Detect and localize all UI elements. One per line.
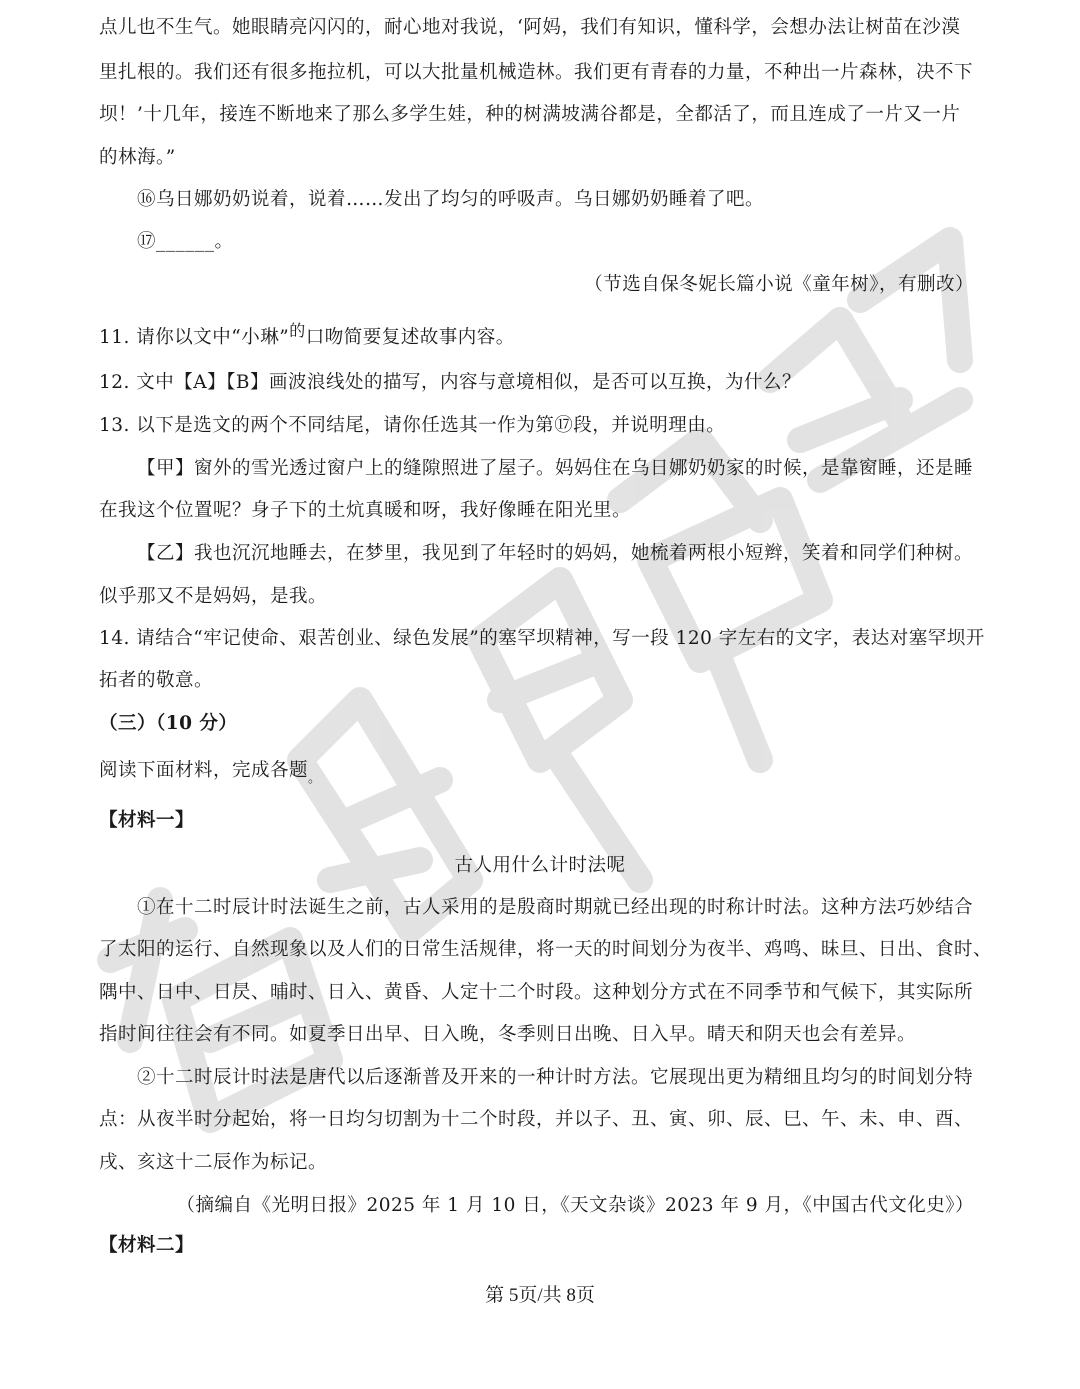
paragraph-line: 在我这个位置呢？身子下的土炕真暖和呀，我好像睡在阳光里。 [99,500,632,521]
material-heading: 【材料二】 [99,1235,195,1256]
question-text: 的 [289,321,306,340]
paragraph-line: 【甲】窗外的雪光透过窗户上的缝隙照进了屋子。妈妈住在乌日娜奶奶家的时候，是靠窗睡，还是睡 [137,458,974,479]
source-citation: （摘编自《光明日报》2025 年 1 月 10 日，《天文杂谈》2023 年 9 月，《中国古代文化史》） [176,1195,974,1216]
question-text: 11. 请你以文中“小琳” [99,327,290,348]
paragraph-line: 了太阳的运行、自然现象以及人们的日常生活规律，将一天的时间划分为夜半、鸡鸣、昧旦、日出、食时、 [99,939,993,960]
material-heading: 【材料一】 [99,810,195,831]
paragraph-line: 戌、亥这十二辰作为标记。 [99,1152,328,1173]
paragraph-line: 似乎那又不是妈妈，是我。 [99,586,328,607]
question-text: 口吻简要复述故事内容。 [305,327,515,348]
paragraph-line: 指时间往往会有不同。如夏季日出早、日入晚，冬季则日出晚、日入早。晴天和阴天也会有差异。 [99,1024,917,1045]
instruction-text: 。 [308,771,322,786]
source-citation: （节选自保冬妮长篇小说《童年树》，有删改） [584,274,974,295]
question-12: 12. 文中【A】【B】画波浪线处的描写，内容与意境相似，是否可以互换，为什么？ [99,372,802,393]
article-title: 古人用什么计时法呢 [454,855,626,876]
paragraph-line: 的林海。” [99,147,176,168]
question-13: 13. 以下是选文的两个不同结尾，请你任选其一作为第⑰段，并说明理由。 [99,415,726,436]
paragraph-line: 隅中、日中、日昃、晡时、日入、黄昏、人定十二个时段。这种划分方式在不同季节和气候下，其实际所 [99,982,974,1003]
paragraph-line: 坝！’十几年，接连不断地来了那么多学生娃，种的树满坡满谷都是，全都活了，而且连成了一片又一片 [99,104,961,125]
page-footer: 第 5页/共 8页 [485,1285,595,1306]
question-11 [99,321,515,351]
paragraph-line: 【乙】我也沉沉地睡去，在梦里，我见到了年轻时的妈妈，她梳着两根小短辫，笑着和同学们种树。 [137,543,974,564]
paragraph-line: ②十二时辰计时法是唐代以后逐渐普及开来的一种计时方法。它展现出更为精细且均匀的时间划分特 [137,1067,974,1088]
paragraph-line: 点：从夜半时分起始，将一日均匀切割为十二个时段，并以子、丑、寅、卯、辰、巳、午、未、申、酉、 [99,1109,974,1130]
paragraph-line: 拓者的敬意。 [99,670,214,691]
paragraph-line: ⑯乌日娜奶奶说着，说着……发出了均匀的呼吸声。乌日娜奶奶睡着了吧。 [137,189,765,210]
paragraph-line: ①在十二时辰计时法诞生之前，古人采用的是殷商时期就已经出现的时称计时法。这种方法巧妙结合 [137,897,974,918]
paragraph-line: 点儿也不生气。她眼睛亮闪闪的，耐心地对我说，‘阿妈，我们有知识，懂科学，会想办法让树苗在沙漠 [99,17,961,38]
question-14: 14. 请结合“牢记使命、艰苦创业、绿色发展”的塞罕坝精神，写一段 120 字左右的文字，表达对塞罕坝开 [99,628,985,649]
paragraph-line: 里扎根的。我们还有很多拖拉机，可以大批量机械造林。我们更有青春的力量，不种出一片森林，决不下 [99,62,974,83]
section-heading: （三）（10 分） [99,713,238,734]
instruction-text: 阅读下面材料，完成各题 [99,760,309,781]
blank-answer-line: ⑰______。 [137,231,234,252]
instruction-line [99,758,322,786]
